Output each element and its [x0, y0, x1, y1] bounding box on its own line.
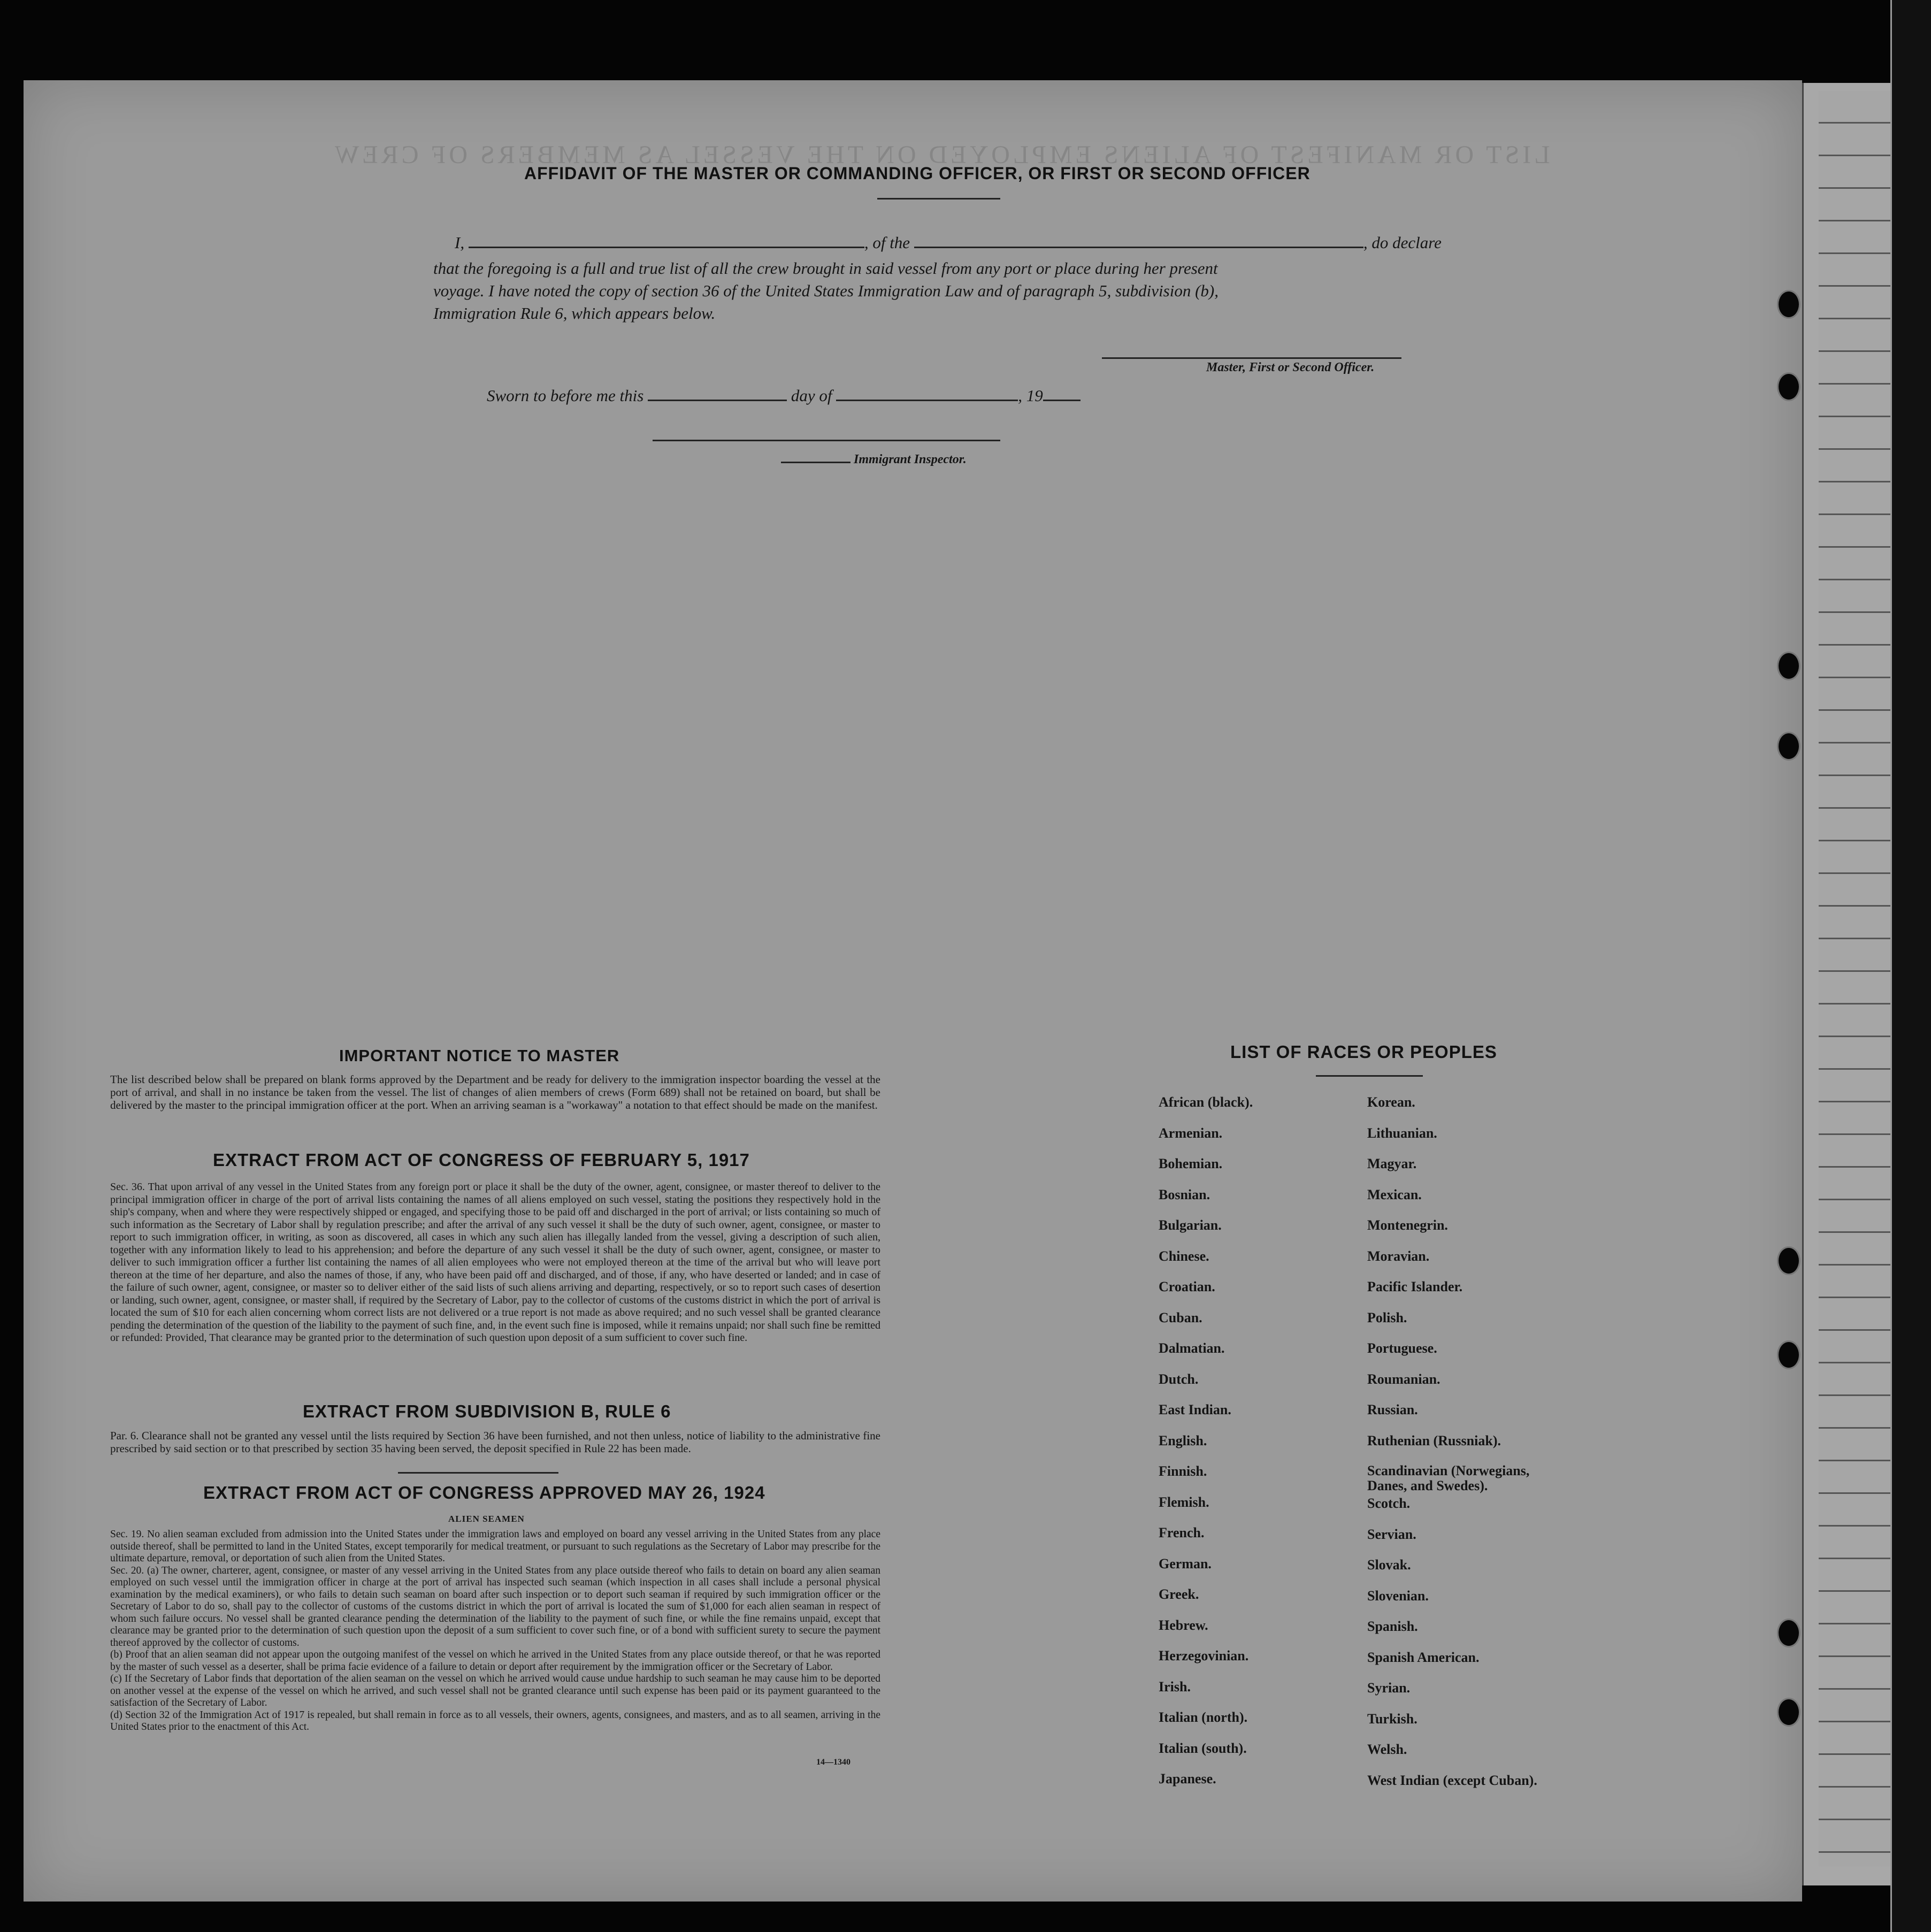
sworn-day: day of — [791, 386, 832, 405]
race-item: East Indian. — [1159, 1402, 1231, 1417]
race-item: Roumanian. — [1367, 1371, 1440, 1387]
sec-20b-text: (b) Proof that an alien seaman did not appear upon the outgoing manifest of the vessel on which he arrived in the United States from any place outside thereof, or that he was reported by the master of such vessel as a deserter, shall be prima facie evidence of a failure to detain or deport after requirement by the immigration officer or the Secretary of Labor. — [110, 1649, 880, 1673]
sec-20d-text: (d) Section 32 of the Immigration Act of 1917 is repealed, but shall remain in force as to all vessels, their owners, agents, consignees, and masters, and as to all seamen, arriving in the United States prior to the enactment of this Act. — [110, 1709, 880, 1732]
race-item: Slovenian. — [1367, 1588, 1429, 1604]
race-item: Greek. — [1159, 1586, 1199, 1602]
race-item: Flemish. — [1159, 1494, 1209, 1510]
binder-hole — [1777, 1340, 1800, 1369]
master-caption: Master, First or Second Officer. — [1206, 361, 1375, 374]
race-item: Russian. — [1367, 1402, 1418, 1417]
race-item: Finnish. — [1159, 1463, 1207, 1479]
master-signature-line — [1102, 357, 1401, 359]
affidavit-declare: , do declare — [1363, 233, 1442, 252]
affidavit-line-1 — [455, 233, 1442, 252]
binder-hole — [1777, 732, 1800, 761]
race-item: Italian (north). — [1159, 1709, 1248, 1725]
extract-rule6-text: Par. 6. Clearance shall not be granted any vessel until the lists required by Section 36 have been furnished, and not then unless, notice of liability to the administrative fine prescribed by said section or to that prescribed by section 35 having been served, the deposit specified in Rule 22 has been made. — [110, 1429, 880, 1455]
races-rule — [1316, 1075, 1423, 1077]
binder-hole — [1777, 651, 1800, 680]
race-item: Mexican. — [1367, 1186, 1422, 1202]
race-item: Ruthenian (Russniak). — [1367, 1432, 1501, 1448]
film-edge — [1890, 0, 1931, 1932]
race-item: French. — [1159, 1525, 1205, 1540]
race-item: Polish. — [1367, 1309, 1407, 1325]
race-item: Italian (south). — [1159, 1740, 1247, 1756]
binder-hole — [1777, 372, 1800, 401]
race-item: Scandinavian (Norwegians, Danes, and Swedes). — [1367, 1463, 1530, 1493]
race-item: Japanese. — [1159, 1771, 1216, 1787]
bleed-through-header: LIST OR MANIFEST OF ALIENS EMPLOYED ON THE VESSEL AS MEMBERS OF CREW — [332, 141, 1550, 169]
day-blank — [648, 400, 787, 401]
year-blank — [1043, 400, 1081, 401]
alien-seamen-subtitle: ALIEN SEAMEN — [448, 1514, 525, 1524]
extract-rule6-title: EXTRACT FROM SUBDIVISION B, RULE 6 — [303, 1401, 671, 1421]
affidavit-line-4: Immigration Rule 6, which appears below. — [433, 304, 716, 323]
race-item: Servian. — [1367, 1526, 1416, 1542]
race-item: Spanish American. — [1367, 1649, 1480, 1665]
sworn-line — [487, 386, 1081, 405]
race-item: Cuban. — [1159, 1309, 1202, 1325]
race-item: Bohemian. — [1159, 1156, 1223, 1171]
title-rule — [877, 198, 1000, 200]
race-item: Dalmatian. — [1159, 1340, 1225, 1356]
extract-1924-title: EXTRACT FROM ACT OF CONGRESS APPROVED MAY 26, 1924 — [203, 1483, 765, 1502]
notice-title: IMPORTANT NOTICE TO MASTER — [339, 1046, 620, 1065]
inspector-caption-row — [781, 453, 967, 467]
race-item: Armenian. — [1159, 1125, 1223, 1141]
binder-hole — [1777, 1619, 1800, 1647]
sworn-prefix: Sworn to before me this — [487, 386, 644, 405]
race-item: Spanish. — [1367, 1619, 1418, 1634]
race-item: Welsh. — [1367, 1742, 1407, 1757]
extract-1917-text: Sec. 36. That upon arrival of any vessel in the United States from any foreign port or place it shall be the duty of the owner, agent, consignee, or master thereof to deliver to the principal immigration officer in charge of the port of arrival lists containing the names of all aliens employed on such vessel, stating the positions they respectively hold in the ship's company, when and where they were respectively shipped or engaged, and specifying those to be paid off and discharged in the port of arrival; or lists containing so much of such information as the Secretary of Labor shall by regulation prescribe; and after the arrival of any such vessel it shall be the duty of such owner, agent, consignee, or master to report to such immigration officer, in writing, as soon as discovered, all cases in which any such alien has illegally landed from the vessel, giving a description of such alien, together with any information likely to lead to his apprehension; and before the departure of any such vessel it shall be the duty of such owner, agent, consignee, or master to deliver to such immigration officer a further list containing the names of all alien employees who were not employed thereon at the time of the arrival but who will leave port thereon at the time of her departure, and also the names of those, if any, who have been paid off and discharged, and of those, if any, who have deserted or landed; and in case of the failure of such owner, agent, consignee, or master so to deliver either of the said lists of such aliens arriving and departing, respectively, or so to report such cases of desertion or landing, such owner, agent, consignee, or master shall, if required by the Secretary of Labor, pay to the collector of customs of the customs district in which the port of arrival is located the sum of $10 for each alien concerning whom correct lists are not delivered or a true report is not made as above required; and no such vessel shall be granted clearance pending the determination of the question of the liability to the payment of such fine, and, in the event such fine is imposed, while it remains unpaid; nor shall such fine be remitted or refunded: Provided, That clearance may be granted prior to the determination of such question upon deposit of a sum sufficient to cover such fine. — [110, 1181, 880, 1344]
race-item: Magyar. — [1367, 1156, 1417, 1171]
affidavit-title: AFFIDAVIT OF THE MASTER OR COMMANDING OFFICER, OR FIRST OR SECOND OFFICER — [524, 164, 1311, 183]
inspector-dash — [781, 462, 850, 463]
race-item: Pacific Islander. — [1367, 1279, 1463, 1294]
race-item: Croatian. — [1159, 1279, 1215, 1294]
binder-hole — [1777, 290, 1800, 319]
race-item: Irish. — [1159, 1678, 1191, 1695]
race-item: Korean. — [1367, 1094, 1415, 1110]
race-item: Syrian. — [1367, 1680, 1411, 1696]
binder-hole — [1777, 1246, 1800, 1275]
affidavit-line-3: voyage. I have noted the copy of section 36 of the United States Immigration Law and of paragraph 5, subdivision (b), — [433, 281, 1219, 300]
race-item: Lithuanian. — [1367, 1125, 1437, 1141]
race-item: Montenegrin. — [1367, 1217, 1448, 1233]
race-item: English. — [1159, 1432, 1207, 1448]
race-item: Chinese. — [1159, 1248, 1209, 1264]
extract-1917-title: EXTRACT FROM ACT OF CONGRESS OF FEBRUARY 5, 1917 — [213, 1150, 750, 1170]
race-item: West Indian (except Cuban). — [1367, 1772, 1537, 1788]
affidavit-i: I, — [455, 233, 465, 252]
race-item: African (black). — [1159, 1094, 1253, 1110]
affidavit-of-the: , of the — [864, 233, 910, 252]
vessel-blank — [914, 247, 1363, 248]
race-item: Portuguese. — [1367, 1340, 1437, 1356]
binder-hole — [1777, 1698, 1800, 1727]
sec-20a-text: Sec. 20. (a) The owner, charterer, agent, consignee, or master of any vessel arriving in the United States from any place outside thereof who fails to detain on board any alien seaman employed on such vessel until the immigration officer in charge at the port of arrival has inspected such seaman (which inspection in all cases shall include a personal physical examination by the medical examiners), or who fails to detain such seaman on board after such inspection or to deport such seaman if required by such immigration officer or the Secretary of Labor to do so, shall pay to the collector of customs of the customs district in which the port of arrival is located the sum of $1,000 for each alien seaman in respect of whom such failure occurs. No vessel shall be granted clearance pending the determination of the liability to the payment of such fine, or while the fine remains unpaid, except that clearance may be granted prior to the determination of such question upon the deposit of a sum sufficient to cover such fine, or of a bond with sufficient surety to secure the payment thereof approved by the collector of customs. — [110, 1565, 880, 1649]
inspector-signature-line — [653, 440, 1000, 441]
sec-20c-text: (c) If the Secretary of Labor finds that deportation of the alien seaman on the vessel on which he arrived would cause undue hardship to such seaman he may cause him to be deported on another vessel at the expense of the vessel on which he arrived, and such vessel shall not be granted clearance until such expense has been paid or its payment guaranteed to the satisfaction of the Secretary of Labor. — [110, 1673, 880, 1708]
sec-19-text: Sec. 19. No alien seaman excluded from admission into the United States under the immigration laws and employed on board any vessel arriving in the United States from any place outside thereof, shall be permitted to land in the United States, except temporarily for medical treatment, or pursuant to such regulations as the Secretary of Labor may prescribe for the ultimate departure, removal, or deportation of such alien from the United States. — [110, 1529, 880, 1564]
sworn-year: , 19 — [1018, 386, 1043, 405]
race-item: Bosnian. — [1159, 1186, 1210, 1202]
inspector-caption: Immigrant Inspector. — [854, 453, 967, 466]
notice-text: The list described below shall be prepared on blank forms approved by the Department and be ready for delivery to the immigration inspector boarding the vessel at the port of arrival, and shall in no instance be taken from the vessel. The list of changes of alien members of crews (Form 689) shall not be retained on board, but shall be delivered by the master to the principal immigration officer at the port. When an arriving seaman is a "workaway" a notation to that effect should be made on the manifest. — [110, 1073, 880, 1111]
month-blank — [836, 400, 1018, 401]
race-item: Dutch. — [1159, 1371, 1199, 1387]
ledger-lines — [1819, 91, 1894, 1867]
form-number: 14—1340 — [816, 1758, 850, 1767]
race-item: Hebrew. — [1159, 1617, 1208, 1633]
rule6-rule — [398, 1472, 558, 1474]
race-item: Slovak. — [1367, 1557, 1411, 1573]
extract-1924-body — [110, 1529, 880, 1734]
affidavit-line-2: that the foregoing is a full and true list of all the crew brought in said vessel from any port or place during her present — [433, 259, 1218, 278]
race-item: Moravian. — [1367, 1248, 1430, 1264]
races-title: LIST OF RACES OR PEOPLES — [1230, 1042, 1497, 1062]
race-item: German. — [1159, 1555, 1212, 1571]
race-item: Bulgarian. — [1159, 1217, 1222, 1233]
race-item: Herzegovinian. — [1159, 1648, 1249, 1663]
race-item: Turkish. — [1367, 1711, 1417, 1727]
races-right-column — [1367, 1094, 1667, 1803]
race-item: Scotch. — [1367, 1496, 1411, 1511]
name-blank — [469, 247, 864, 248]
